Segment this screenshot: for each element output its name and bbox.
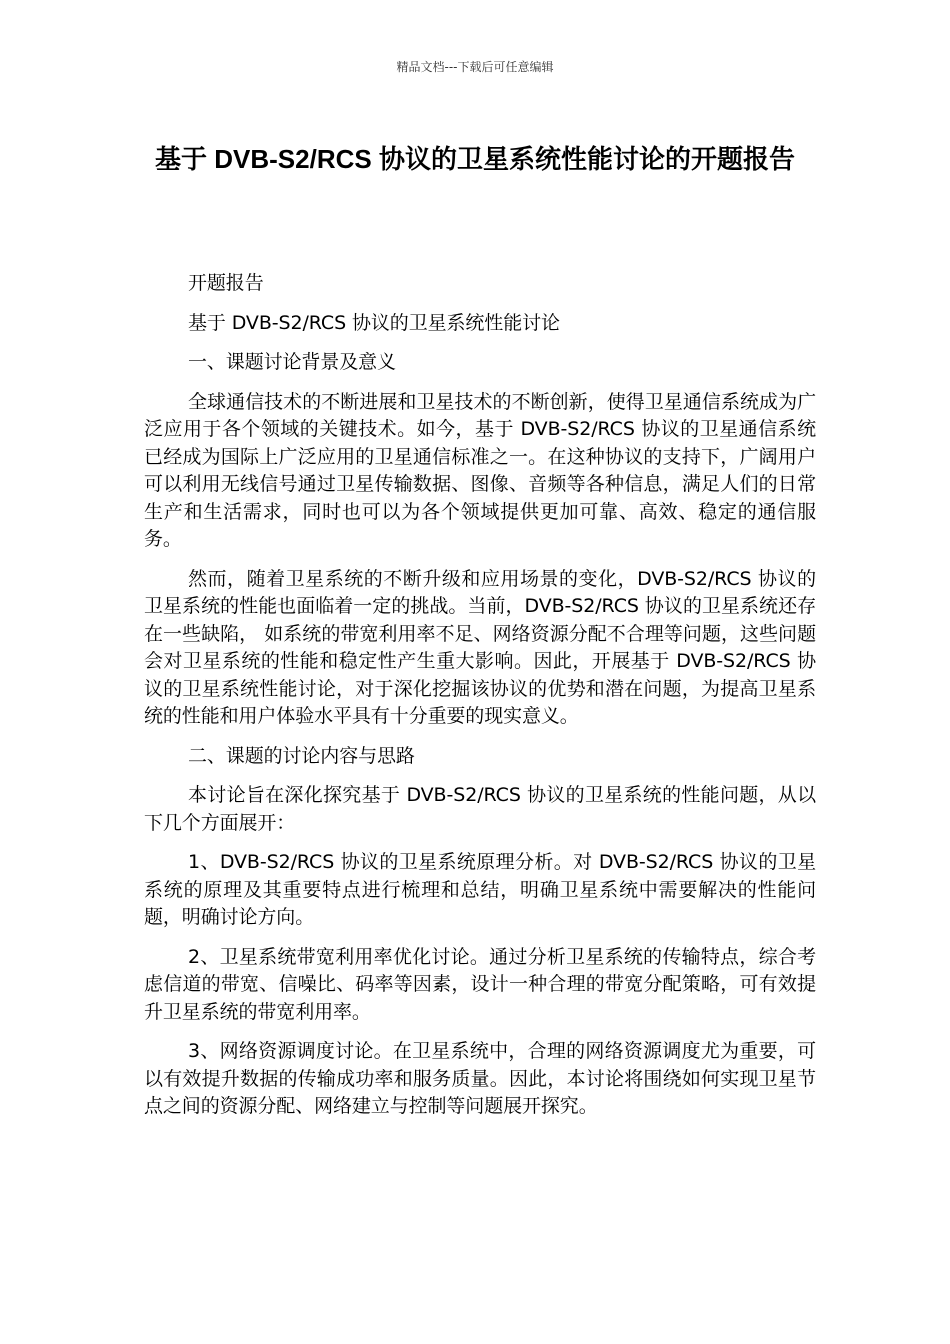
section-heading-background: 一、课题讨论背景及意义 [188,351,396,373]
section-heading-content: 二、课题的讨论内容与思路 [188,744,415,767]
section-label-proposal: 开题报告 [188,272,264,294]
document-body [144,270,816,1133]
paragraph-background-2: 然而，随着卫星系统的不断升级和应用场景的变化，DVB-S2/RCS 协议的卫星系统的性能也面临着一定的挑战。当前，DVB-S2/RCS 协议的卫星系统还存在一些缺陷， 如系统的带宽利用率不足、网络资源分配不合理等问题，这些问题会对卫星系统的性能和稳定性产生重大影响。因此，开展基于 DVB-S2/RCS 协议的卫星系统性能讨论，对于深化挖掘该协议的优势和潜在问题，为提高卫星系统的性能和用户体验水平具有十分重要的现实意义。 [144,567,816,727]
paragraph-item-2: 2、卫星系统带宽利用率优化讨论。通过分析卫星系统的传输特点，综合考虑信道的带宽、信噪比、码率等因素，设计一种合理的带宽分配策略，可有效提升卫星系统的带宽利用率。 [144,945,816,1023]
page-header-note: 精品文档---下载后可任意编辑 [396,60,554,74]
document-title: 基于 DVB-S2/RCS 协议的卫星系统性能讨论的开题报告 [155,144,795,174]
subtitle-topic: 基于 DVB-S2/RCS 协议的卫星系统性能讨论 [188,311,560,334]
paragraph-item-1: 1、DVB-S2/RCS 协议的卫星系统原理分析。对 DVB-S2/RCS 协议的卫星系统的原理及其重要特点进行梳理和总结，明确卫星系统中需要解决的性能问题，明确讨论方向。 [144,851,816,928]
paragraph-content-intro: 本讨论旨在深化探究基于 DVB-S2/RCS 协议的卫星系统的性能问题，从以下几个方面展开： [144,784,816,834]
paragraph-item-3: 3、网络资源调度讨论。在卫星系统中，合理的网络资源调度尤为重要，可以有效提升数据的传输成功率和服务质量。因此，本讨论将围绕如何实现卫星节点之间的资源分配、网络建立与控制等问题展开探究。 [144,1040,816,1117]
paragraph-background-1: 全球通信技术的不断进展和卫星技术的不断创新，使得卫星通信系统成为广泛应用于各个领域的关键技术。如今，基于 DVB-S2/RCS 协议的卫星通信系统已经成为国际上广泛应用的卫星通信标准之一。在这种协议的支持下，广阔用户可以利用无线信号通过卫星传输数据、图像、音频等各种信息，满足人们的日常生产和生活需求，同时也可以为各个领域提供更加可靠、高效、稳定的通信服务。 [144,390,816,550]
